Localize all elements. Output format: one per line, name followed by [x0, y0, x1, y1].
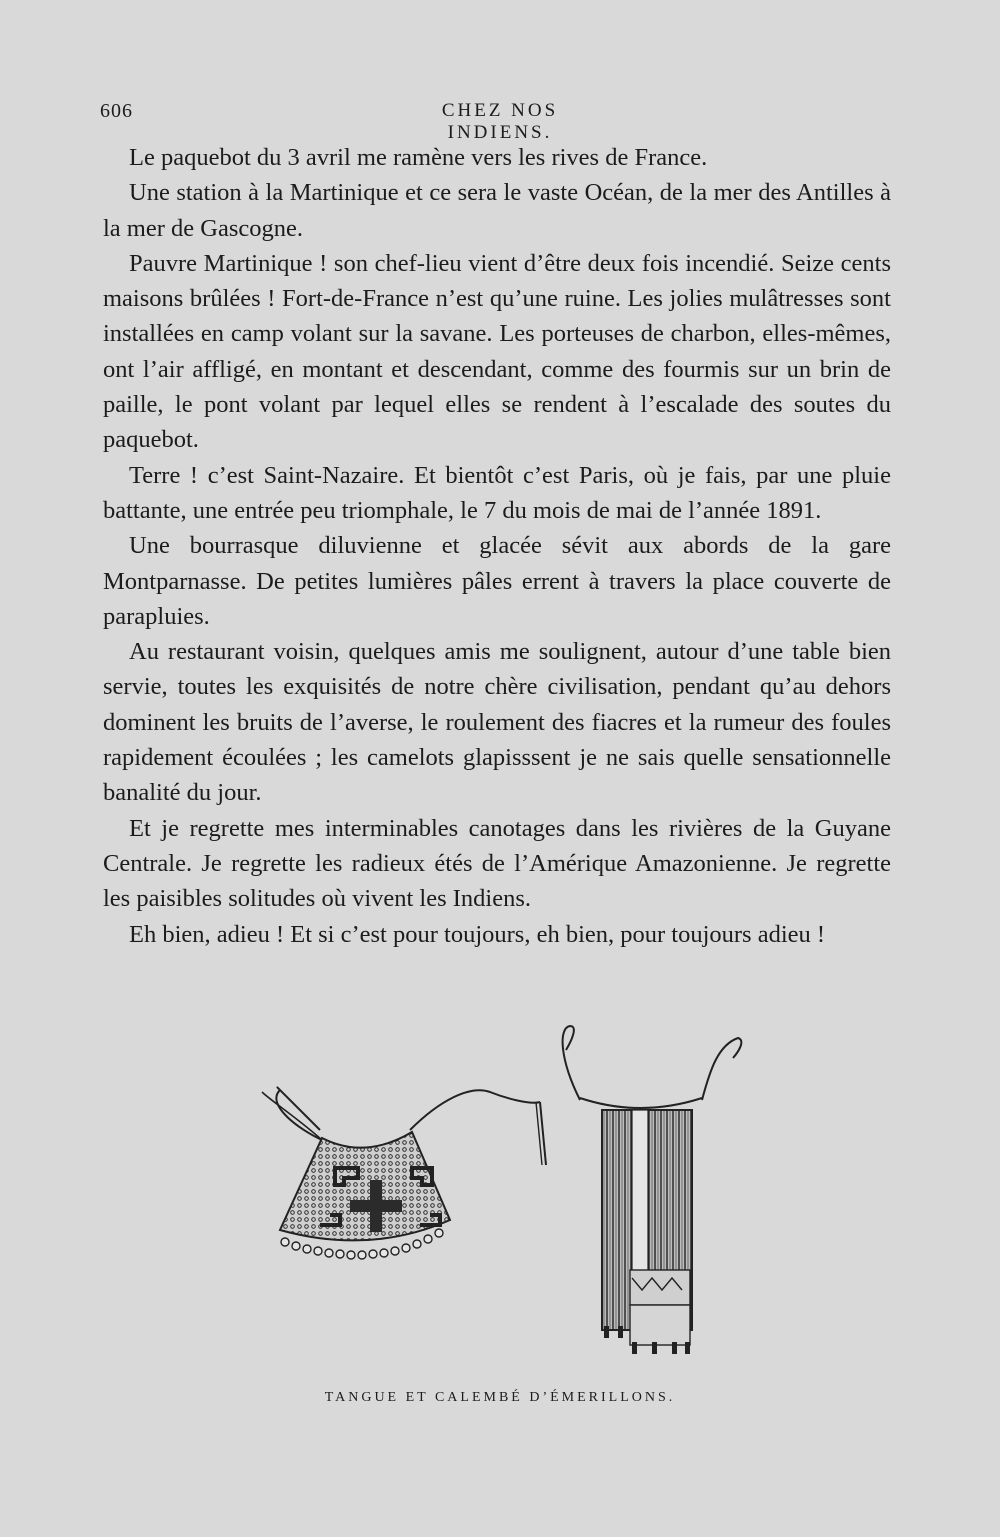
- figure-caption: TANGUE ET CALEMBÉ D’ÉMERILLONS.: [324, 1390, 676, 1405]
- paragraph: Une bourrasque diluvienne et glacée sévit aux abords de la gare Montparnasse. De petites lumières pâles errent à travers la place couverte de parapluies.: [103, 532, 891, 630]
- paragraph: Et je regrette mes interminables canotages dans les rivières de la Guyane Centrale. Je regrette les radieux étés de l’Amérique Amazonienne. Je regrette les paisibles solitudes où vivent les Indiens.: [103, 814, 891, 913]
- paragraph: Au restaurant voisin, quelques amis me soulignent, autour d’une table bien servie, toutes les exquisités de notre chère civilisation, pendant qu’au dehors dominent les bruits de l’averse, le roulement des fiacres et la rumeur des foules rapidement écoulées ; les camelots glapisssent je ne sais quelle sensationnelle banalité du jour.: [103, 638, 891, 807]
- paragraph: Eh bien, adieu ! Et si c’est pour toujours, eh bien, pour toujours adieu !: [129, 920, 826, 948]
- paragraph: Pauvre Martinique ! son chef-lieu vient d’être deux fois incendié. Seize cents maisons brûlées ! Fort-de-France n’est qu’une ruine. Les jolies mulâtresses sont installées en camp volant sur la savane. Les porteuses de charbon, elles-mêmes, ont l’air affligé, en montant et descendant, comme des fourmis sur un brin de paille, le pont volant par lequel elles se rendent à l’escalade des soutes du paquebot.: [103, 249, 891, 454]
- page-number: 606: [100, 100, 133, 122]
- running-head: CHEZ NOS INDIENS.: [441, 100, 559, 143]
- page-header: [100, 100, 900, 143]
- body-text: [103, 140, 891, 952]
- paragraph: Une station à la Martinique et ce sera le vaste Océan, de la mer des Antilles à la mer de Gascogne.: [103, 179, 891, 242]
- engraving-illustration: [240, 1020, 780, 1380]
- paragraph: Terre ! c’est Saint-Nazaire. Et bientôt c’est Paris, où je fais, par une pluie battante, une entrée peu triomphale, le 7 du mois de mai de l’année 1891.: [103, 461, 891, 524]
- tangue-apron: [262, 1087, 546, 1259]
- paragraph: Le paquebot du 3 avril me ramène vers les rives de France.: [129, 144, 708, 171]
- calembe-loincloth: [563, 1026, 742, 1354]
